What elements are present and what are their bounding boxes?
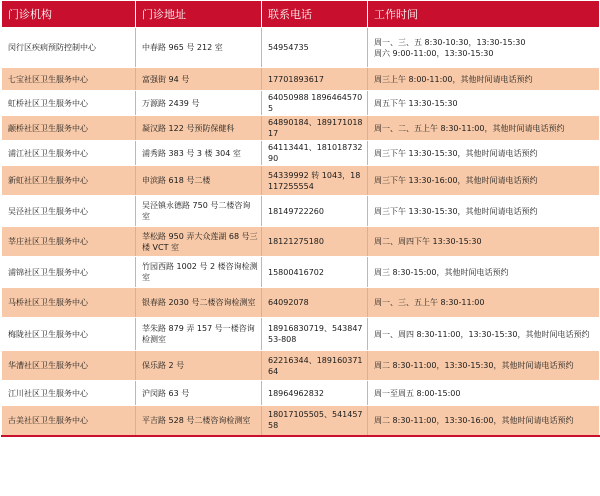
table-row bbox=[2, 288, 600, 318]
clinic-name: 七宝社区卫生服务中心 bbox=[2, 68, 136, 91]
clinic-phone: 62216344、18916037164 bbox=[262, 351, 368, 381]
table-row bbox=[2, 116, 600, 141]
clinic-name: 浦锦社区卫生服务中心 bbox=[2, 257, 136, 288]
clinic-address: 申滨路 618 号二楼 bbox=[136, 166, 262, 196]
clinic-hours: 周五下午 13:30-15:30 bbox=[368, 91, 600, 116]
clinic-address: 吴泾镇永德路 750 号二楼咨询室 bbox=[136, 196, 262, 227]
clinic-phone: 15800416702 bbox=[262, 257, 368, 288]
clinic-address: 沪闵路 63 号 bbox=[136, 381, 262, 406]
header-phone: 联系电话 bbox=[262, 1, 368, 28]
clinic-phone: 64113441、18101873290 bbox=[262, 141, 368, 166]
clinic-name: 梅陇社区卫生服务中心 bbox=[2, 318, 136, 351]
clinic-phone: 18964962832 bbox=[262, 381, 368, 406]
clinic-hours: 周二、周四下午 13:30-15:30 bbox=[368, 227, 600, 257]
clinic-phone: 64050988 18964645705 bbox=[262, 91, 368, 116]
table-row bbox=[2, 257, 600, 288]
table-row bbox=[2, 141, 600, 166]
clinic-name: 江川社区卫生服务中心 bbox=[2, 381, 136, 406]
clinic-name: 虹桥社区卫生服务中心 bbox=[2, 91, 136, 116]
clinic-address: 富强街 94 号 bbox=[136, 68, 262, 91]
clinic-name: 华漕社区卫生服务中心 bbox=[2, 351, 136, 381]
table-row bbox=[2, 28, 600, 68]
clinic-hours: 周三下午 13:30-15:30，其他时间请电话预约 bbox=[368, 141, 600, 166]
table-row bbox=[2, 166, 600, 196]
clinic-address: 银春路 2030 号二楼咨询检测室 bbox=[136, 288, 262, 318]
table-row bbox=[2, 318, 600, 351]
clinic-phone: 17701893617 bbox=[262, 68, 368, 91]
clinic-hours: 周三 8:30-15:00，其他时间电话预约 bbox=[368, 257, 600, 288]
clinic-hours: 周二 8:30-11:00，13:30-15:30，其他时间请电话预约 bbox=[368, 351, 600, 381]
clinic-address: 莘朱路 879 弄 157 号一楼咨询检测室 bbox=[136, 318, 262, 351]
table-row bbox=[2, 351, 600, 381]
clinic-name: 颛桥社区卫生服务中心 bbox=[2, 116, 136, 141]
clinic-hours: 周一、三、五 8:30-10:30，13:30-15:30 周六 9:00-11:00，13:30-15:30 bbox=[368, 28, 600, 68]
clinic-hours: 周一至周五 8:00-15:00 bbox=[368, 381, 600, 406]
clinic-address: 中春路 965 号 212 室 bbox=[136, 28, 262, 68]
clinic-name: 马桥社区卫生服务中心 bbox=[2, 288, 136, 318]
clinic-address: 万源路 2439 号 bbox=[136, 91, 262, 116]
clinic-address: 莘松路 950 弄大众莲湖 68 号三楼 VCT 室 bbox=[136, 227, 262, 257]
clinic-hours: 周一、三、五上午 8:30-11:00 bbox=[368, 288, 600, 318]
clinic-name: 新虹社区卫生服务中心 bbox=[2, 166, 136, 196]
header-org: 门诊机构 bbox=[2, 1, 136, 28]
header-row bbox=[2, 1, 600, 28]
table-row bbox=[2, 91, 600, 116]
clinic-hours: 周一、二、五上午 8:30-11:00，其他时间请电话预约 bbox=[368, 116, 600, 141]
clinic-address: 凝汉路 122 号预防保健科 bbox=[136, 116, 262, 141]
header-hours: 工作时间 bbox=[368, 1, 600, 28]
clinic-phone: 18121275180 bbox=[262, 227, 368, 257]
table-row bbox=[2, 406, 600, 436]
clinic-hours: 周三上午 8:00-11:00，其他时间请电话预约 bbox=[368, 68, 600, 91]
clinic-phone: 18916830719、54384753-808 bbox=[262, 318, 368, 351]
clinic-address: 浦秀路 383 号 3 楼 304 室 bbox=[136, 141, 262, 166]
clinic-phone: 54954735 bbox=[262, 28, 368, 68]
clinic-phone: 54339992 转 1043，18117255554 bbox=[262, 166, 368, 196]
clinic-hours: 周一、周四 8:30-11:00，13:30-15:30，其他时间电话预约 bbox=[368, 318, 600, 351]
clinic-address: 平吉路 528 号二楼咨询检测室 bbox=[136, 406, 262, 436]
clinic-address: 竹园西路 1002 号 2 楼咨询检测室 bbox=[136, 257, 262, 288]
clinic-table bbox=[1, 0, 600, 437]
clinic-phone: 64092078 bbox=[262, 288, 368, 318]
clinic-phone: 18149722260 bbox=[262, 196, 368, 227]
clinic-hours: 周三下午 13:30-16:00，其他时间请电话预约 bbox=[368, 166, 600, 196]
table-row bbox=[2, 381, 600, 406]
clinic-hours: 周二 8:30-11:00，13:30-16:00，其他时间请电话预约 bbox=[368, 406, 600, 436]
clinic-phone: 64890184、18917101817 bbox=[262, 116, 368, 141]
table-row bbox=[2, 68, 600, 91]
clinic-name: 吴泾社区卫生服务中心 bbox=[2, 196, 136, 227]
clinic-phone: 18017105505、54145758 bbox=[262, 406, 368, 436]
table-row bbox=[2, 196, 600, 227]
clinic-name: 浦江社区卫生服务中心 bbox=[2, 141, 136, 166]
clinic-hours: 周三下午 13:30-15:30，其他时间请电话预约 bbox=[368, 196, 600, 227]
clinic-address: 保乐路 2 号 bbox=[136, 351, 262, 381]
table-row bbox=[2, 227, 600, 257]
clinic-name: 闵行区疾病预防控制中心 bbox=[2, 28, 136, 68]
clinic-name: 莘庄社区卫生服务中心 bbox=[2, 227, 136, 257]
clinic-name: 古美社区卫生服务中心 bbox=[2, 406, 136, 436]
header-address: 门诊地址 bbox=[136, 1, 262, 28]
